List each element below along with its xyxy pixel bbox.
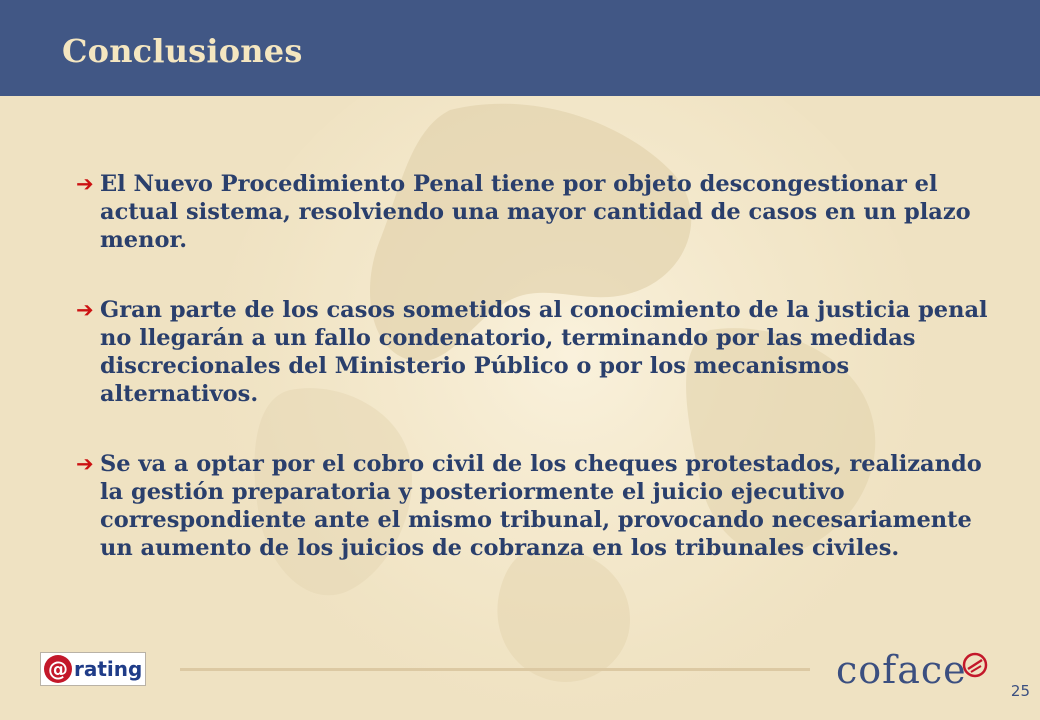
arrow-right-icon: ➔ [76, 172, 94, 196]
bullet-text: El Nuevo Procedimiento Penal tiene por objeto descongestionar el actual sistema, resolviendo una mayor cantidad de casos en un plazo menor. [100, 171, 971, 253]
footer-divider [180, 668, 810, 671]
bullet-item [76, 450, 1006, 562]
rating-at-symbol: @ [44, 655, 72, 683]
arrow-right-icon: ➔ [76, 298, 94, 322]
bullet-item [76, 170, 1006, 254]
header-bar [0, 0, 1040, 96]
coface-logo-text: coface [836, 648, 967, 692]
bullet-text: Gran parte de los casos sometidos al conocimiento de la justicia penal no llegarán a un fallo condenatorio, terminando por las medidas discrecionales del Ministerio Público o por los mecanismos alternativos. [100, 297, 988, 407]
rating-logo [40, 652, 146, 686]
page-number: 25 [1010, 682, 1030, 700]
bullet-list [76, 170, 1006, 604]
bullet-item [76, 296, 1006, 408]
rating-logo-text: rating [74, 657, 143, 681]
slide-title: Conclusiones [62, 32, 303, 70]
arrow-right-icon: ➔ [76, 452, 94, 476]
bullet-text: Se va a optar por el cobro civil de los cheques protestados, realizando la gestión preparatoria y posteriormente el juicio ejecutivo correspondiente ante el mismo tribunal, provocando necesariamente un aumento de los juicios de cobranza en los tribunales civiles. [100, 451, 982, 561]
coface-logo-icon [962, 652, 988, 678]
